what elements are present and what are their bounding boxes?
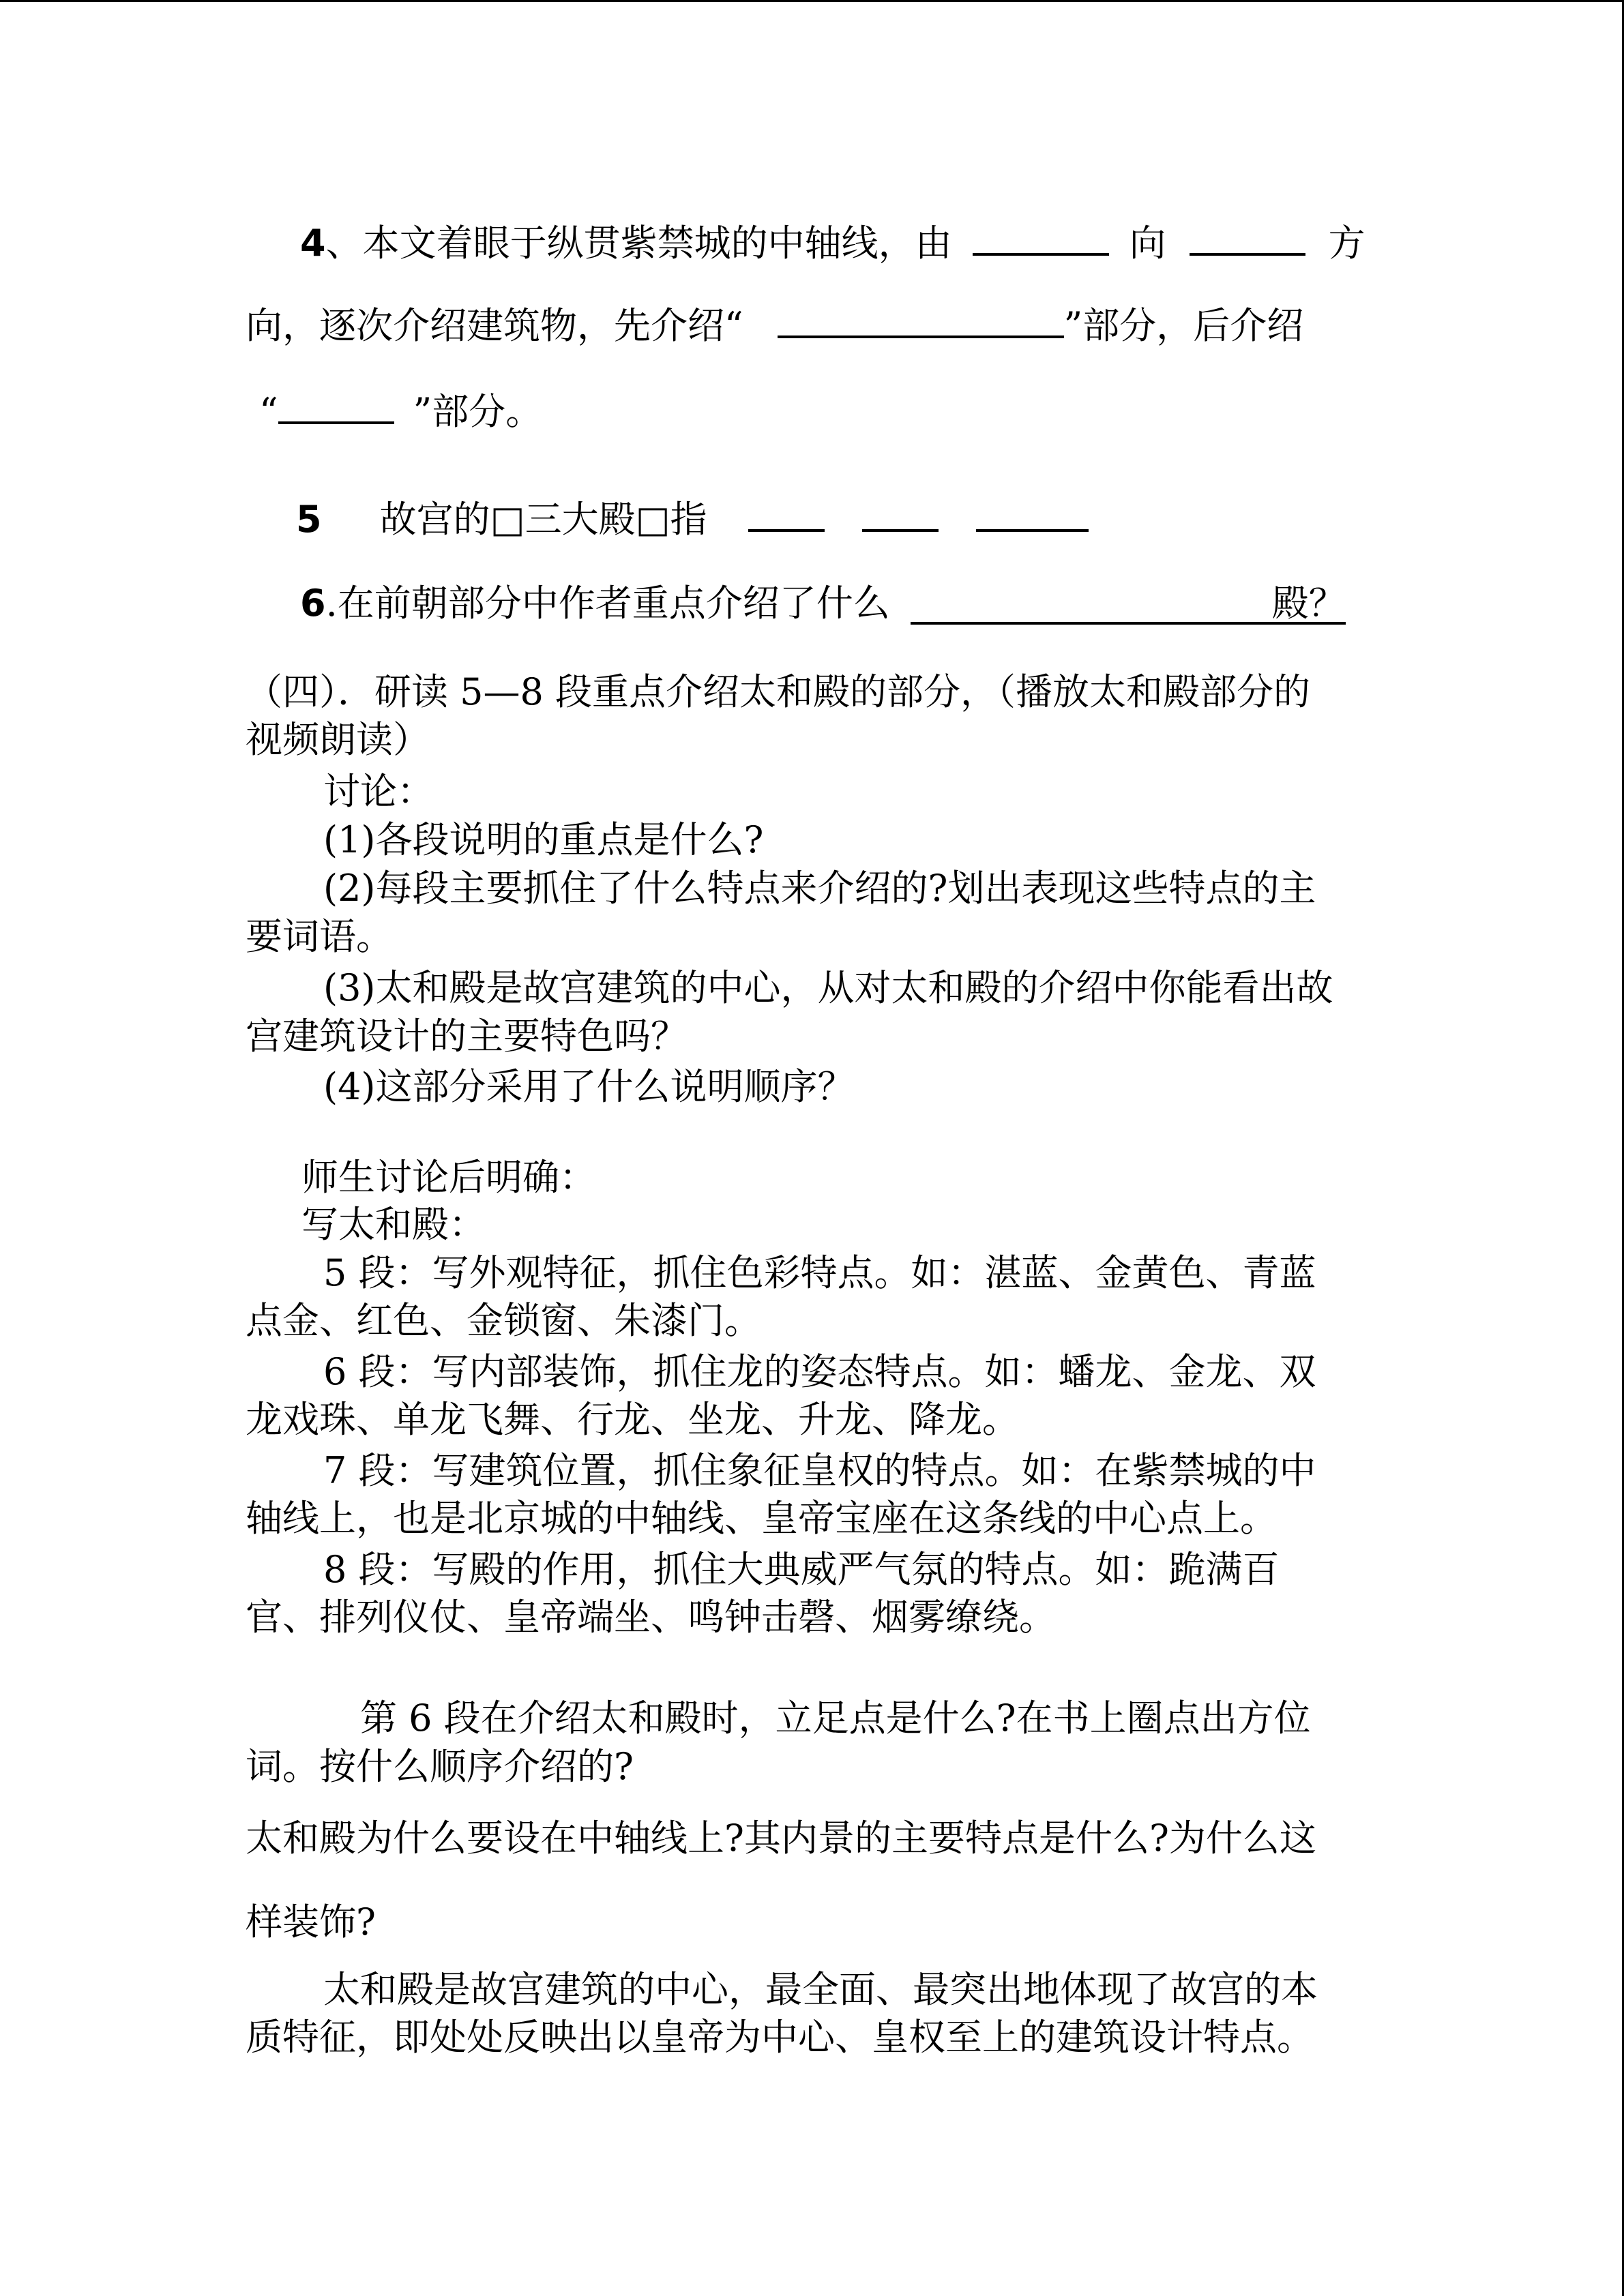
section4-line-1: （四）．研读 5—8 段重点介绍太和殿的部分，（播放太和殿部分的: [246, 670, 1311, 713]
clarify-p6-b: 龙戏珠、单龙飞舞、行龙、坐龙、升龙、降龙。: [246, 1398, 1019, 1441]
q5-blank-2[interactable]: [862, 498, 939, 532]
q6-text: .在前朝部分中作者重点介绍了什么: [325, 582, 890, 625]
q6-end-text: 殿？: [1271, 582, 1346, 625]
section4-line-2: 视频朗读）: [246, 718, 430, 761]
q4-blank-to[interactable]: [1190, 222, 1305, 256]
q-para6-line-1: 第 6 段在介绍太和殿时，立足点是什么?在书上圈点出方位: [360, 1697, 1311, 1740]
q4-number: 4: [300, 222, 326, 265]
q6-answer-line[interactable]: [911, 582, 1346, 625]
discussion-q4: (4)这部分采用了什么说明顺序？: [323, 1065, 855, 1108]
q-center-line-1: 太和殿为什么要设在中轴线上?其内景的主要特点是什么?为什么这: [246, 1817, 1316, 1860]
q-para6-line-2: 词。按什么顺序介绍的?: [246, 1745, 634, 1788]
clarify-p6-a: 6 段：写内部装饰，抓住龙的姿态特点。如：蟠龙、金龙、双: [323, 1350, 1316, 1393]
clarify-p7-a: 7 段：写建筑位置，抓住象征皇权的特点。如：在紫禁城的中: [323, 1449, 1316, 1492]
q6-number: 6: [300, 582, 326, 625]
q-center-line-2: 样装饰?: [246, 1900, 376, 1943]
clarify-p8-a: 8 段：写殿的作用，抓住大典威严气氛的特点。如：跪满百: [323, 1548, 1280, 1591]
page-frame-top: [0, 0, 1624, 2]
discussion-q2-b: 要词语。: [246, 915, 393, 958]
clarify-p5-b: 点金、红色、金锁窗、朱漆门。: [246, 1299, 761, 1342]
q5-line: [296, 498, 1089, 541]
discussion-q3-a: (3)太和殿是故宫建筑的中心，从对太和殿的介绍中你能看出故: [323, 966, 1333, 1009]
q4-text-c: 方: [1328, 222, 1365, 265]
clarify-p5-a: 5 段：写外观特征，抓住色彩特点。如：湛蓝、金黄色、青蓝: [323, 1251, 1316, 1294]
clarify-sub: 写太和殿：: [301, 1203, 486, 1246]
q4-line-2: [246, 304, 1304, 347]
q4-text-a: 、本文着眼于纵贯紫禁城的中轴线，由: [325, 222, 952, 265]
discussion-label: 讨论：: [323, 770, 434, 813]
q4-text-d: 向，逐次介绍建筑物，先介绍“: [246, 304, 743, 347]
q4-text-b: 向: [1129, 222, 1166, 265]
q4-line-1: [300, 222, 1365, 265]
discussion-q1: (1)各段说明的重点是什么?: [323, 818, 764, 861]
q4-text-e: ”部分，后介绍: [1063, 304, 1304, 347]
q6-line: [300, 582, 1346, 625]
q4-text-g: ”部分。: [413, 390, 543, 433]
clarify-p8-b: 官、排列仪仗、皇帝端坐、鸣钟击磬、烟雾缭绕。: [246, 1596, 1056, 1639]
clarify-label: 师生讨论后明确：: [301, 1156, 596, 1199]
q4-blank-after[interactable]: [278, 390, 394, 424]
q4-blank-from[interactable]: [973, 222, 1109, 256]
q5-text: 故宫的□三大殿□指: [379, 498, 707, 541]
q5-number: 5: [296, 498, 322, 541]
discussion-q2-a: (2)每段主要抓住了什么特点来介绍的?划出表现这些特点的主: [323, 867, 1316, 910]
q4-text-f: “: [259, 390, 278, 433]
q4-line-3: [259, 390, 543, 433]
discussion-q3-b: 宫建筑设计的主要特色吗？: [246, 1015, 688, 1058]
clarify-p7-b: 轴线上，也是北京城的中轴线、皇帝宝座在这条线的中心点上。: [246, 1497, 1277, 1540]
q4-blank-first[interactable]: [778, 304, 1064, 338]
q5-blank-1[interactable]: [748, 498, 825, 532]
q5-blank-3[interactable]: [976, 498, 1089, 532]
conclusion-line-2: 质特征，即处处反映出以皇帝为中心、皇权至上的建筑设计特点。: [246, 2016, 1314, 2059]
conclusion-line-1: 太和殿是故宫建筑的中心，最全面、最突出地体现了故宫的本: [323, 1968, 1318, 2011]
